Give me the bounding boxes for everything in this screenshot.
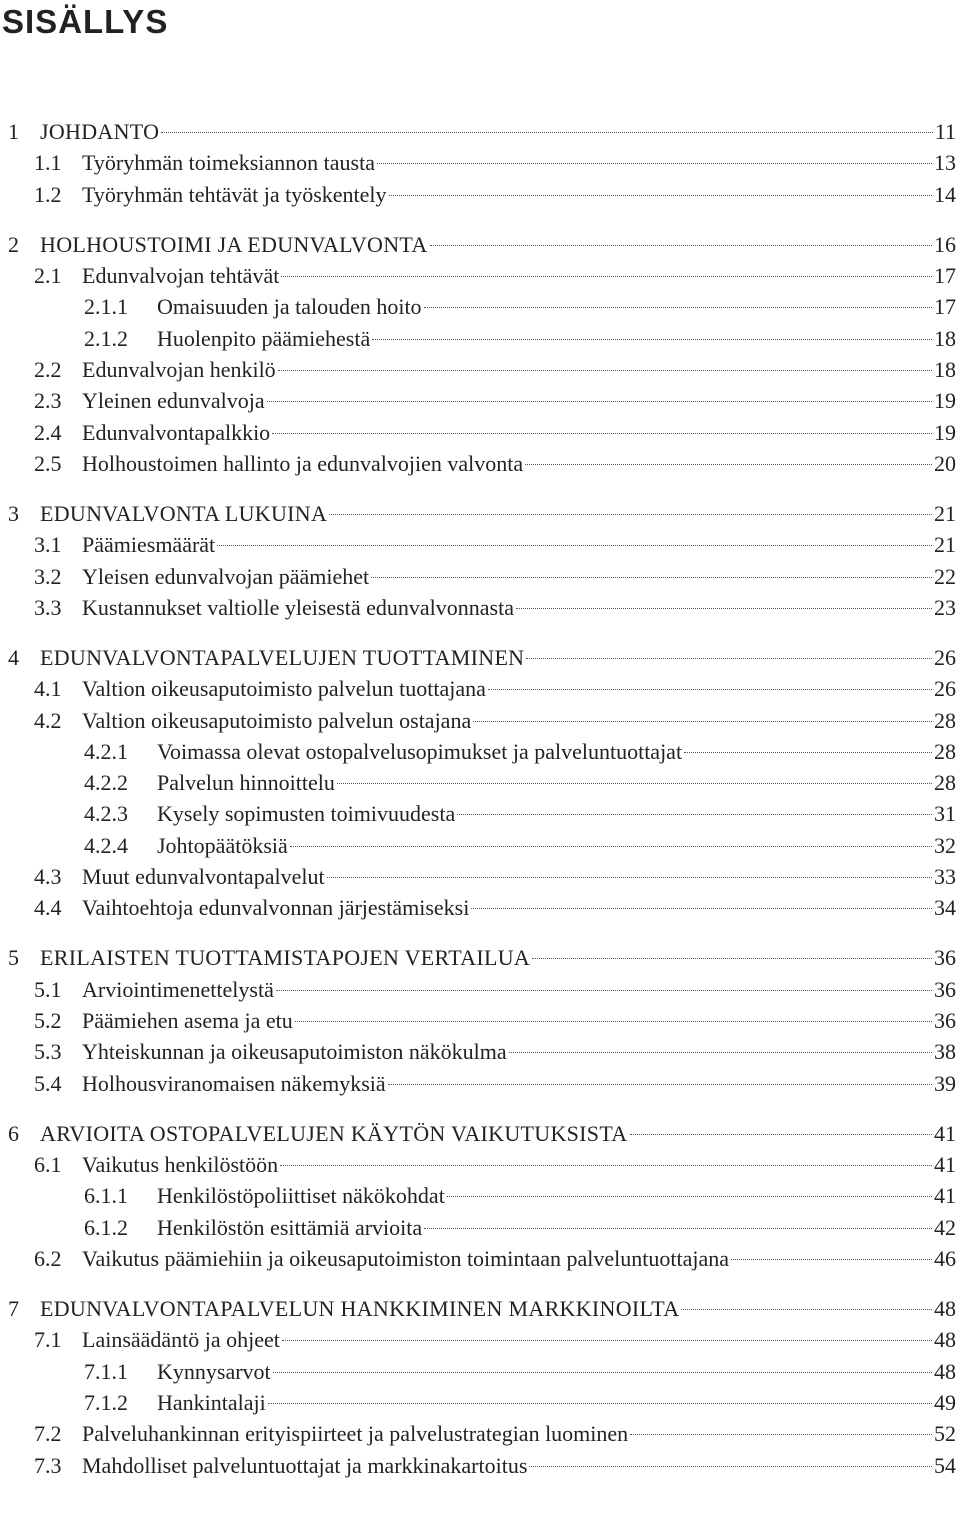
toc-entry[interactable] bbox=[34, 1451, 956, 1481]
toc-entry[interactable] bbox=[8, 643, 956, 673]
toc-entry-number: 3.1 bbox=[34, 532, 62, 558]
toc-entry-page-number: 34 bbox=[934, 895, 956, 921]
toc-entry-page-number: 38 bbox=[934, 1039, 956, 1065]
toc-entry-page-number: 48 bbox=[934, 1358, 956, 1384]
dot-leader bbox=[424, 1228, 932, 1229]
toc-entry-title: EDUNVALVONTA LUKUINA bbox=[40, 500, 328, 526]
toc-entry-page-number: 28 bbox=[934, 770, 956, 796]
dot-leader bbox=[488, 689, 932, 690]
dot-leader bbox=[525, 464, 932, 465]
toc-entry[interactable] bbox=[34, 261, 956, 291]
toc-entry[interactable] bbox=[34, 862, 956, 892]
dot-leader bbox=[217, 545, 932, 546]
toc-entry-number: 2 bbox=[8, 231, 19, 257]
toc-entry-page-number: 41 bbox=[934, 1183, 956, 1209]
toc-entry-number: 7.1 bbox=[34, 1327, 62, 1353]
dot-leader bbox=[268, 1403, 932, 1404]
toc-entry[interactable] bbox=[8, 499, 956, 529]
dot-leader bbox=[471, 908, 932, 909]
toc-entry[interactable] bbox=[34, 562, 956, 592]
dot-leader bbox=[526, 658, 932, 659]
dot-leader bbox=[457, 814, 932, 815]
toc-entry-title: Voimassa olevat ostopalvelusopimukset ja palveluntuottajat bbox=[157, 738, 683, 764]
toc-entry-title: Kysely sopimusten toimivuudesta bbox=[157, 801, 456, 827]
toc-entry-title: Palvelun hinnoittelu bbox=[157, 770, 335, 796]
toc-entry-page-number: 52 bbox=[934, 1421, 956, 1447]
toc-entry-page-number: 22 bbox=[934, 563, 956, 589]
toc-entry[interactable] bbox=[84, 737, 956, 767]
toc-entry-number: 4.4 bbox=[34, 895, 62, 921]
toc-entry-page-number: 46 bbox=[934, 1245, 956, 1271]
toc-entry[interactable] bbox=[34, 180, 956, 210]
toc-entry-page-number: 41 bbox=[934, 1120, 956, 1146]
toc-entry[interactable] bbox=[34, 449, 956, 479]
toc-entry-title: Valtion oikeusaputoimisto palvelun ostajana bbox=[82, 707, 472, 733]
toc-entry-page-number: 19 bbox=[934, 388, 956, 414]
toc-entry[interactable] bbox=[34, 593, 956, 623]
toc-entry-title: Muut edunvalvontapalvelut bbox=[82, 864, 325, 889]
dot-leader bbox=[280, 1165, 932, 1166]
toc-entry-title: Valtion oikeusaputoimisto palvelun tuottajana bbox=[82, 676, 486, 702]
toc-entry-number: 4.2.3 bbox=[84, 801, 128, 827]
toc-entry[interactable] bbox=[84, 768, 956, 798]
toc-entry-page-number: 49 bbox=[934, 1389, 956, 1415]
toc-entry-page-number: 21 bbox=[934, 532, 956, 558]
dot-leader bbox=[532, 958, 932, 959]
toc-entry-title: Yleisen edunvalvojan päämiehet bbox=[82, 563, 370, 589]
toc-entry-page-number: 28 bbox=[934, 738, 956, 764]
toc-entry[interactable] bbox=[34, 1150, 956, 1180]
toc-entry-title: ERILAISTEN TUOTTAMISTAPOJEN VERTAILUA bbox=[40, 945, 531, 971]
toc-entry-number: 7.3 bbox=[34, 1452, 62, 1478]
toc-entry-title: Kynnysarvot bbox=[157, 1358, 271, 1384]
dot-leader bbox=[290, 846, 932, 847]
toc-entry-page-number: 14 bbox=[934, 181, 956, 207]
toc-entry-page-number: 48 bbox=[934, 1327, 956, 1353]
toc-entry-title: Huolenpito päämiehestä bbox=[157, 325, 371, 351]
toc-entry-number: 4.3 bbox=[34, 864, 62, 889]
toc-entry-number: 7.1.2 bbox=[84, 1389, 128, 1415]
toc-entry-number: 5.2 bbox=[34, 1008, 62, 1033]
dot-leader bbox=[371, 577, 932, 578]
toc-entry[interactable] bbox=[34, 386, 956, 416]
toc-entry[interactable] bbox=[34, 1006, 956, 1036]
dot-leader bbox=[161, 132, 932, 133]
toc-entry-number: 6.1.1 bbox=[84, 1183, 128, 1209]
toc-entry-number: 2.5 bbox=[34, 450, 62, 476]
toc-entry-page-number: 42 bbox=[934, 1214, 956, 1240]
toc-entry-title: Päämiehen asema ja etu bbox=[82, 1008, 293, 1033]
toc-entry-page-number: 17 bbox=[934, 294, 956, 320]
toc-entry[interactable] bbox=[34, 148, 956, 178]
toc-entry-page-number: 31 bbox=[934, 801, 956, 827]
toc-entry-number: 6.1 bbox=[34, 1152, 62, 1177]
toc-entry-number: 6 bbox=[8, 1120, 19, 1146]
dot-leader bbox=[295, 1021, 932, 1022]
toc-entry[interactable] bbox=[34, 1419, 956, 1449]
toc-entry-number: 4.2.2 bbox=[84, 770, 128, 796]
toc-entry[interactable] bbox=[84, 799, 956, 829]
toc-entry-title: Holhoustoimen hallinto ja edunvalvojien valvonta bbox=[82, 450, 524, 476]
toc-entry-page-number: 48 bbox=[934, 1296, 956, 1321]
toc-entry[interactable] bbox=[34, 706, 956, 736]
toc-entry-page-number: 16 bbox=[934, 231, 956, 257]
dot-leader bbox=[372, 339, 932, 340]
toc-entry-number: 6.2 bbox=[34, 1245, 62, 1271]
toc-entry-number: 3.2 bbox=[34, 563, 62, 589]
toc-entry[interactable] bbox=[34, 418, 956, 448]
dot-leader bbox=[281, 276, 932, 277]
toc-entry-number: 2.1 bbox=[34, 263, 62, 288]
toc-entry-title: Vaikutus henkilöstöön bbox=[82, 1152, 279, 1177]
toc-entry-number: 1 bbox=[8, 119, 19, 144]
dot-leader bbox=[273, 1372, 932, 1373]
toc-entry[interactable] bbox=[8, 943, 956, 973]
toc-entry-number: 4.2.1 bbox=[84, 738, 128, 764]
toc-entry[interactable] bbox=[34, 1037, 956, 1067]
toc-entry-number: 1.1 bbox=[34, 150, 62, 176]
toc-entry-title: ARVIOITA OSTOPALVELUJEN KÄYTÖN VAIKUTUKSISTA bbox=[40, 1120, 628, 1146]
toc-entry-title: Edunvalvojan tehtävät bbox=[82, 263, 280, 288]
toc-entry-number: 3.3 bbox=[34, 594, 62, 620]
toc-entry-page-number: 36 bbox=[934, 976, 956, 1002]
toc-entry[interactable] bbox=[34, 1069, 956, 1099]
dot-leader bbox=[473, 721, 932, 722]
toc-entry-page-number: 26 bbox=[934, 676, 956, 702]
toc-entry-number: 5.1 bbox=[34, 976, 62, 1002]
toc-entry[interactable] bbox=[34, 893, 956, 923]
toc-entry-title: EDUNVALVONTAPALVELUN HANKKIMINEN MARKKINOILTA bbox=[40, 1296, 680, 1321]
toc-entry[interactable] bbox=[34, 530, 956, 560]
toc-entry-title: Henkilöstöpoliittiset näkökohdat bbox=[157, 1183, 445, 1209]
toc-entry-title: Henkilöstön esittämiä arvioita bbox=[157, 1214, 423, 1240]
dot-leader bbox=[509, 1052, 932, 1053]
toc-entry-number: 4.2.4 bbox=[84, 832, 128, 858]
toc-entry-page-number: 19 bbox=[934, 419, 956, 445]
toc-entry-number: 4 bbox=[8, 644, 19, 670]
toc-entry-title: Palveluhankinnan erityispiirteet ja palvelustrategian luominen bbox=[82, 1421, 629, 1447]
dot-leader bbox=[389, 195, 932, 196]
toc-entry-number: 2.1.1 bbox=[84, 294, 128, 320]
dot-leader bbox=[267, 401, 932, 402]
toc-entry-number: 2.2 bbox=[34, 356, 62, 382]
toc-entry[interactable] bbox=[8, 1119, 956, 1149]
toc-entry-title: Holhousviranomaisen näkemyksiä bbox=[82, 1070, 386, 1096]
dot-leader bbox=[282, 1340, 932, 1341]
toc-entry-title: Mahdolliset palveluntuottajat ja markkinakartoitus bbox=[82, 1452, 528, 1478]
toc-entry-page-number: 28 bbox=[934, 707, 956, 733]
dot-leader bbox=[516, 608, 932, 609]
toc-entry-title: Yhteiskunnan ja oikeusaputoimiston näkökulma bbox=[82, 1039, 507, 1065]
dot-leader bbox=[529, 1466, 932, 1467]
toc-entry-number: 5.3 bbox=[34, 1039, 62, 1065]
toc-entry-number: 7.2 bbox=[34, 1421, 62, 1447]
toc-entry[interactable] bbox=[8, 117, 956, 147]
toc-entry-title: JOHDANTO bbox=[40, 119, 160, 144]
toc-entry-page-number: 36 bbox=[934, 945, 956, 971]
toc-entry[interactable] bbox=[84, 1388, 956, 1418]
toc-entry-title: Edunvalvojan henkilö bbox=[82, 356, 276, 382]
page-title: SISÄLLYS bbox=[2, 3, 169, 40]
dot-leader bbox=[684, 752, 932, 753]
toc-entry-title: Omaisuuden ja talouden hoito bbox=[157, 294, 422, 320]
dot-leader bbox=[272, 433, 932, 434]
toc-entry[interactable] bbox=[34, 1244, 956, 1274]
dot-leader bbox=[388, 1084, 932, 1085]
toc-entry-title: Työryhmän tehtävät ja työskentely bbox=[82, 181, 387, 207]
dot-leader bbox=[424, 307, 932, 308]
toc-entry-title: Vaihtoehtoja edunvalvonnan järjestämiseksi bbox=[82, 895, 470, 921]
dot-leader bbox=[377, 163, 932, 164]
toc-entry-page-number: 39 bbox=[934, 1070, 956, 1096]
toc-entry-title: HOLHOUSTOIMI JA EDUNVALVONTA bbox=[40, 231, 428, 257]
toc-entry-page-number: 13 bbox=[934, 150, 956, 176]
toc-entry-page-number: 20 bbox=[934, 450, 956, 476]
dot-leader bbox=[327, 877, 932, 878]
toc-entry-page-number: 18 bbox=[934, 325, 956, 351]
dot-leader bbox=[278, 370, 932, 371]
toc-entry-number: 2.3 bbox=[34, 388, 62, 414]
toc-entry[interactable] bbox=[8, 1294, 956, 1324]
toc-entry-number: 7.1.1 bbox=[84, 1358, 128, 1384]
dot-leader bbox=[630, 1434, 932, 1435]
toc-entry-page-number: 41 bbox=[934, 1152, 956, 1177]
toc-entry-number: 6.1.2 bbox=[84, 1214, 128, 1240]
toc-entry-title: Päämiesmäärät bbox=[82, 532, 216, 558]
toc-entry-number: 5.4 bbox=[34, 1070, 62, 1096]
toc-entry-page-number: 23 bbox=[934, 594, 956, 620]
toc-entry-title: Edunvalvontapalkkio bbox=[82, 419, 271, 445]
toc-entry-title: Yleinen edunvalvoja bbox=[82, 388, 265, 414]
dot-leader bbox=[430, 245, 932, 246]
toc-entry-number: 2.4 bbox=[34, 419, 62, 445]
toc-entry-page-number: 32 bbox=[934, 832, 956, 858]
toc-entry-title: EDUNVALVONTAPALVELUJEN TUOTTAMINEN bbox=[40, 644, 525, 670]
dot-leader bbox=[447, 1196, 932, 1197]
toc-entry[interactable] bbox=[84, 1213, 956, 1243]
dot-leader bbox=[276, 990, 932, 991]
toc-entry-page-number: 21 bbox=[934, 500, 956, 526]
toc-entry[interactable] bbox=[34, 1325, 956, 1355]
toc-entry[interactable] bbox=[34, 674, 956, 704]
toc-entry[interactable] bbox=[34, 355, 956, 385]
toc-entry-page-number: 33 bbox=[934, 864, 956, 889]
toc-entry-title: Kustannukset valtiolle yleisestä edunvalvonnasta bbox=[82, 594, 514, 620]
toc-entry-page-number: 26 bbox=[934, 644, 956, 670]
toc-entry-number: 5 bbox=[8, 945, 19, 971]
toc-entry-title: Johtopäätöksiä bbox=[157, 832, 288, 858]
toc-entry-number: 2.1.2 bbox=[84, 325, 128, 351]
toc-entry-page-number: 54 bbox=[934, 1452, 956, 1478]
toc-entry[interactable] bbox=[84, 1181, 956, 1211]
toc-entry-title: Lainsäädäntö ja ohjeet bbox=[82, 1327, 280, 1353]
toc-entry-page-number: 17 bbox=[934, 263, 956, 288]
toc-entry-number: 7 bbox=[8, 1296, 19, 1321]
toc-entry-title: Hankintalaji bbox=[157, 1389, 266, 1415]
toc-entry-title: Työryhmän toimeksiannon tausta bbox=[82, 150, 375, 176]
toc-entry-title: Vaikutus päämiehiin ja oikeusaputoimiston toimintaan palveluntuottajana bbox=[82, 1245, 730, 1271]
toc-entry-number: 1.2 bbox=[34, 181, 62, 207]
toc-entry[interactable] bbox=[84, 292, 956, 322]
dot-leader bbox=[630, 1134, 933, 1135]
toc-entry[interactable] bbox=[84, 1357, 956, 1387]
toc-entry-number: 4.1 bbox=[34, 676, 62, 702]
toc-entry-title: Arviointimenettelystä bbox=[82, 976, 274, 1002]
dot-leader bbox=[731, 1259, 932, 1260]
toc-entry-page-number: 18 bbox=[934, 356, 956, 382]
dot-leader bbox=[337, 783, 932, 784]
dot-leader bbox=[681, 1309, 932, 1310]
toc-entry-number: 4.2 bbox=[34, 707, 62, 733]
toc-entry[interactable] bbox=[84, 831, 956, 861]
dot-leader bbox=[329, 514, 932, 515]
toc-entry[interactable] bbox=[34, 975, 956, 1005]
toc-entry[interactable] bbox=[84, 324, 956, 354]
toc-entry[interactable] bbox=[8, 230, 956, 260]
toc-entry-page-number: 11 bbox=[934, 119, 956, 144]
toc-entry-page-number: 36 bbox=[934, 1008, 956, 1033]
toc-entry-number: 3 bbox=[8, 500, 19, 526]
